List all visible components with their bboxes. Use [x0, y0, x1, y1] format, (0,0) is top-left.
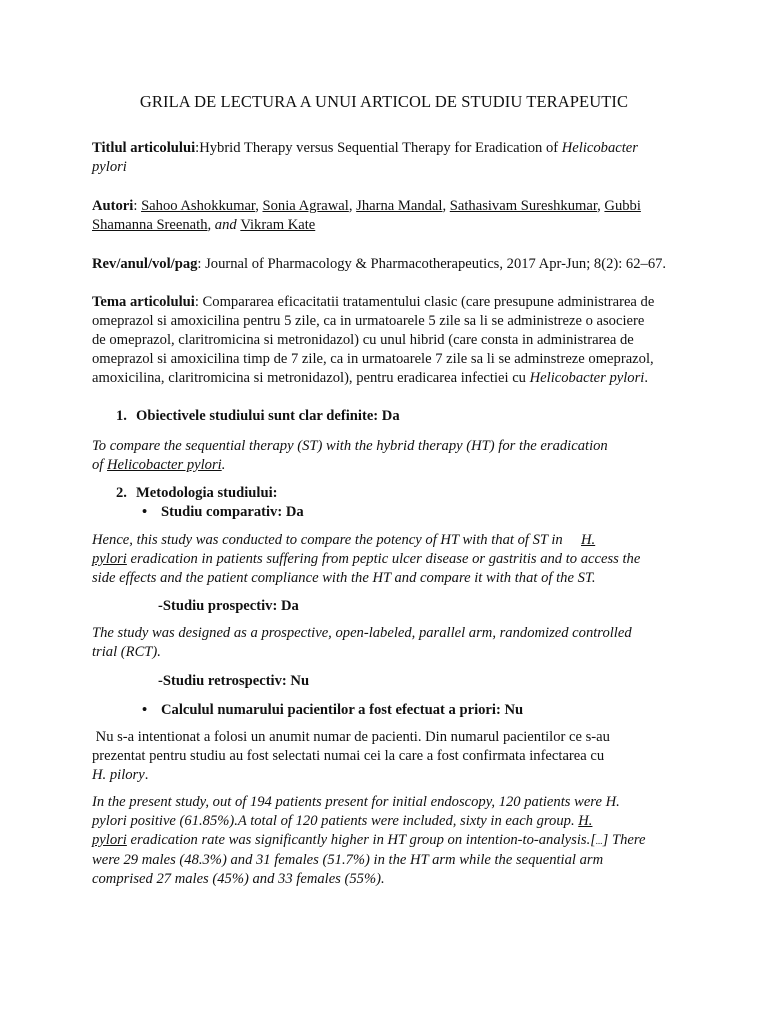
separator: , and [207, 217, 241, 233]
article-title-field [92, 139, 672, 177]
quote-line: In the present study, out of 194 patients present for initial endoscopy, 120 patients were H. [92, 794, 620, 810]
quote-line: of [92, 457, 107, 473]
quote-line: were 29 males (48.3%) and 31 females (51.7%) in the HT arm while the sequential arm [92, 852, 604, 868]
bullet-icon: • [142, 702, 148, 718]
retrospective-line: -Studiu retrospectiv: Nu [158, 673, 310, 689]
author-link[interactable]: Shamanna Sreenath [92, 217, 208, 233]
author-link[interactable]: Jharna Mandal [356, 198, 443, 214]
author-link[interactable]: Sonia Agrawal [262, 198, 349, 214]
section-2-number: 2. [116, 485, 127, 501]
topic-line: omeprazol si amoxicilina pentru 5 zile, ca in urmatoarele 5 zile sa li se administreze o asociere [92, 313, 645, 329]
topic-line: : Compararea eficacitatii tratamentului clasic (care presupune administrarea de [194, 294, 655, 310]
results-quote [92, 793, 692, 889]
article-title-label: Titlul articolului [92, 140, 196, 156]
author-link[interactable]: Sathasivam Sureshkumar [449, 198, 598, 214]
quote-line: pylori positive (61.85%).A total of 120 patients were included, sixty in each group. [92, 813, 579, 829]
helicobacter-link[interactable]: Helicobacter pylori [107, 457, 222, 473]
prospective-line: -Studiu prospectiv: Da [158, 598, 299, 614]
quote-line: ] There [602, 832, 646, 848]
authors-label: Autori [92, 198, 134, 214]
colon: : [195, 140, 200, 156]
article-title-italic-2: pylori [92, 159, 127, 175]
quote-line: eradication in patients suffering from peptic ulcer disease or gastritis and to access the [126, 551, 641, 567]
section-1-number: 1. [116, 408, 127, 424]
period: . [644, 370, 648, 386]
journal-field [92, 255, 692, 274]
author-link[interactable]: Gubbi [604, 198, 641, 214]
topic-line: de omeprazol, claritromicina si metronidazol) cu unul hibrid (care consta in administrarea de [92, 332, 634, 348]
topic-line: omeprazol si amoxicilina timp de 7 zile, ca in urmatoarele 7 zile sa li se adminstreze omeprazol, [92, 351, 654, 367]
quote-line: The study was designed as a prospective, open-labeled, parallel arm, randomized controlled [92, 625, 632, 641]
paragraph-line: prezentat pentru studiu au fost selectati numai cei la care a fost confirmata infectarea cu [92, 748, 605, 764]
h-pylori-link[interactable]: H. [578, 813, 593, 829]
ellipsis-mark: ... [595, 836, 603, 846]
journal-text: : Journal of Pharmacology & Pharmacotherapeutics, 2017 Apr-Jun; 8(2): 62–67. [197, 256, 667, 272]
bullet-comparative [142, 503, 304, 522]
section-2-heading: Metodologia studiului: [136, 485, 278, 501]
quote-line: Hence, this study was conducted to compare the potency of HT with that of ST in [92, 532, 581, 548]
bullet-icon: • [142, 504, 148, 520]
article-title-italic: Helicobacter [561, 140, 638, 156]
bullet-text: Studiu comparativ: Da [161, 504, 304, 520]
author-link[interactable]: Vikram Kate [240, 217, 316, 233]
colon: : [133, 198, 142, 214]
document-title: GRILA DE LECTURA A UNUI ARTICOL DE STUDIU TERAPEUTIC [139, 92, 629, 111]
journal-label: Rev/anul/vol/pag [92, 256, 198, 272]
article-title-text: Hybrid Therapy versus Sequential Therapy for Eradication of [199, 140, 562, 156]
quote-line: comprised 27 males (45%) and 33 females (55%). [92, 871, 385, 887]
objective-quote [92, 437, 692, 475]
separator: , [597, 198, 605, 214]
authors-field [92, 197, 672, 235]
paragraph-italic: H. pilory [92, 767, 145, 783]
prospective-quote [92, 624, 692, 662]
comparative-quote [92, 531, 692, 588]
quote-line: eradication rate was significantly higher in HT group on intention-to-analysis.[ [126, 832, 596, 848]
h-pylori-link[interactable]: H. [580, 532, 596, 548]
quote-line: trial (RCT). [92, 644, 161, 660]
separator: , [348, 198, 357, 214]
bullet-text: Calculul numarului pacientilor a fost efectuat a priori: Nu [161, 702, 524, 718]
bullet-sample-size [142, 701, 524, 720]
topic-line: amoxicilina, claritromicina si metronidazol), pentru eradicarea infectiei cu [92, 370, 530, 386]
topic-field [92, 293, 692, 388]
period: . [221, 457, 226, 473]
separator: , [442, 198, 450, 214]
section-1-heading: Obiectivele studiului sunt clar definite: Da [136, 408, 400, 424]
quote-line: side effects and the patient compliance with the HT and compare it with that of the ST. [92, 570, 596, 586]
period: . [144, 767, 149, 783]
quote-line: To compare the sequential therapy (ST) with the hybrid therapy (HT) for the eradication [92, 438, 608, 454]
h-pylori-link[interactable]: pylori [92, 551, 127, 567]
h-pylori-link[interactable]: pylori [92, 832, 127, 848]
topic-italic: Helicobacter pylori [529, 370, 645, 386]
separator: , [255, 198, 263, 214]
author-link[interactable]: Sahoo Ashokkumar [141, 198, 256, 214]
romanian-paragraph [92, 728, 692, 785]
topic-label: Tema articolului [92, 294, 195, 310]
paragraph-line: Nu s-a intentionat a folosi un anumit numar de pacienti. Din numarul pacientilor ce s-au [92, 729, 610, 745]
